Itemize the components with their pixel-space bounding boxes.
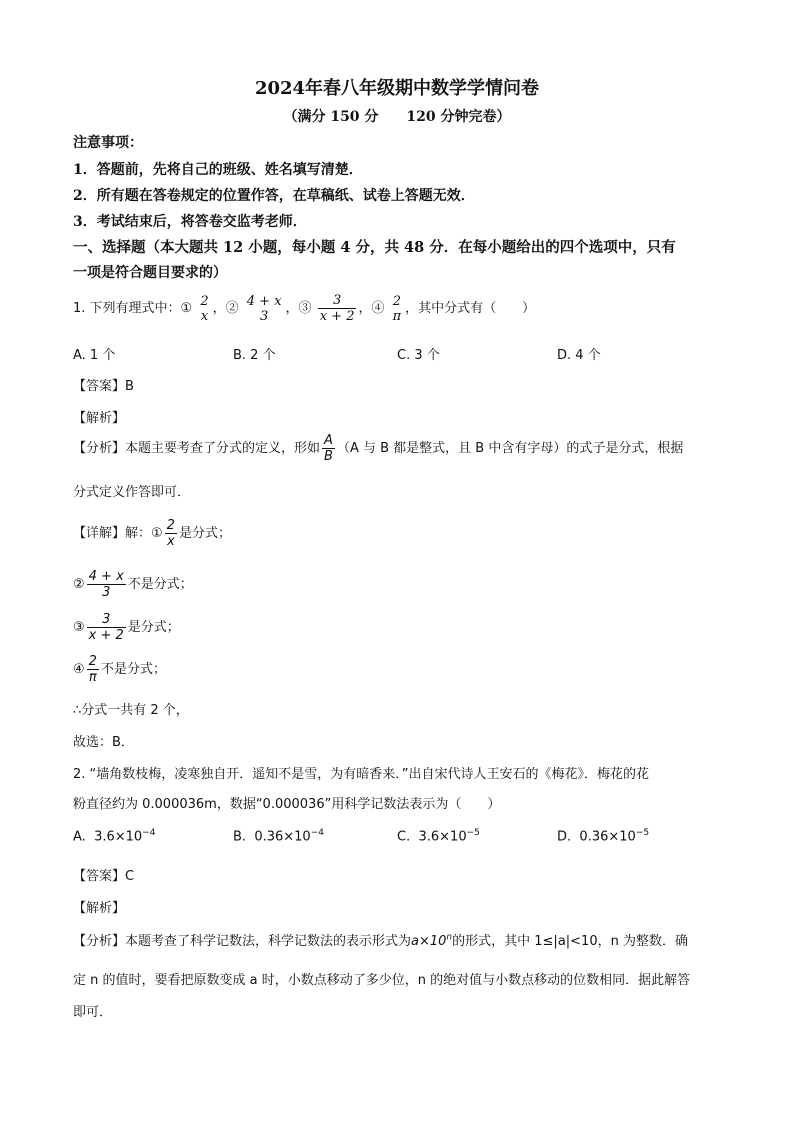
question-2-line-1: 2. “墙角数枝梅，凌寒独自开．遥知不是雪，为有暗香来．”出自宋代诗人王安石的《梅花》．梅花的花	[73, 767, 650, 782]
detail-line-3: ③ $\frac{3}{x + 2}$ 是分式；	[73, 612, 180, 643]
detail-line-2: ② $\frac{4 + x}{3}$ 不是分式；	[73, 569, 193, 600]
detail-line-1: 【详解】解：① $\frac{2}{x}$ 是分式；	[73, 518, 231, 549]
q2-option-b: B. $0.36\times 10^{-4}$	[233, 828, 324, 845]
fraction-2-over-pi: 2 π	[392, 293, 402, 324]
notice-item-1: 1．答题前，先将自己的班级、姓名填写清楚．	[73, 162, 363, 178]
q2-analysis-line-3: 即可．	[73, 1005, 113, 1020]
fraction-3-over-x2: $\frac{3}{x + 2}$	[319, 293, 355, 324]
notice-item-3: 3．考试结束后，将答卷交监考老师．	[73, 214, 307, 230]
q2-option-a: A. $3.6\times 10^{-4}$	[73, 828, 156, 845]
detail-fraction-1: $\frac{2}{x}$	[166, 518, 175, 549]
marker-4: ，④	[358, 301, 385, 316]
detail-fraction-4: $\frac{2}{\pi}$	[88, 654, 97, 685]
question-1-prefix: 1. 下列有理式中：	[73, 301, 181, 316]
analysis-paragraph: 【分析】本题主要考查了分式的定义，形如 $\frac{A}{B}$ （A 与 B 都是整式，且 B 中含有字母）的式子是分式，根据	[73, 433, 684, 464]
choice-line: 故选：B．	[73, 735, 134, 750]
fraction-4x-over-3: 4 + x 3	[246, 293, 282, 324]
q2-answer-label: 【答案】C	[73, 869, 135, 884]
detail-fraction-3: $\frac{3}{x + 2}$	[88, 612, 124, 643]
analysis-label: 【解析】	[73, 411, 126, 426]
answer-label: 【答案】B	[73, 379, 134, 394]
marker-2: ，②	[212, 301, 239, 316]
conclusion-line: ∴分式一共有 2 个，	[73, 703, 189, 718]
option-b: B. 2 个	[233, 348, 276, 363]
exam-subtitle: （满分 150 分 120 分钟完卷）	[283, 109, 511, 125]
option-c: C. 3 个	[397, 348, 440, 363]
question-1	[73, 293, 535, 324]
fraction-2-over-x: 2 x	[200, 293, 209, 324]
detail-line-4: ④ $\frac{2}{\pi}$ 不是分式；	[73, 654, 166, 685]
notice-heading: 注意事项：	[73, 135, 143, 151]
exam-title: 2024年春八年级期中数学学情问卷	[254, 78, 540, 99]
detail-fraction-2: $\frac{4 + x}{3}$	[88, 569, 124, 600]
notice-item-2: 2．所有题在答卷规定的位置作答，在草稿纸、试卷上答题无效．	[73, 188, 475, 204]
option-a: A. 1 个	[73, 348, 116, 363]
q2-analysis-label: 【解析】	[73, 901, 126, 916]
section-heading-line-2: 一项是符合题目要求的）	[73, 265, 227, 281]
q2-analysis-line-2: 定 n 的值时，要看把原数变成 a 时，小数点移动了多少位，n 的绝对值与小数点移动的位数相同．据此解答	[73, 973, 691, 988]
q2-analysis-line-1: 【分析】本题考查了科学记数法，科学记数法的表示形式为$a\times 10^n$的形式，其中 1≤|a|<10，n 为整数．确	[73, 932, 688, 949]
question-1-suffix: ，其中分式有（ ）	[405, 301, 536, 316]
fraction-a-over-b: $\frac{A}{B}$	[324, 433, 333, 464]
q2-option-d: D. $0.36\times 10^{-5}$	[557, 828, 650, 845]
q2-option-c: C. $3.6\times 10^{-5}$	[397, 828, 480, 845]
marker-3: ，③	[285, 301, 312, 316]
option-d: D. 4 个	[557, 348, 601, 363]
question-2-line-2: 粉直径约为 0.000036m，数据“0.000036”用科学记数法表示为（ ）	[73, 797, 501, 812]
marker-1: ①	[180, 301, 193, 316]
section-heading-line-1: 一、选择题（本大题共 12 小题，每小题 4 分，共 48 分．在每小题给出的四个选项中，只有	[73, 239, 676, 256]
analysis-paragraph-line-2: 分式定义作答即可．	[73, 485, 191, 500]
